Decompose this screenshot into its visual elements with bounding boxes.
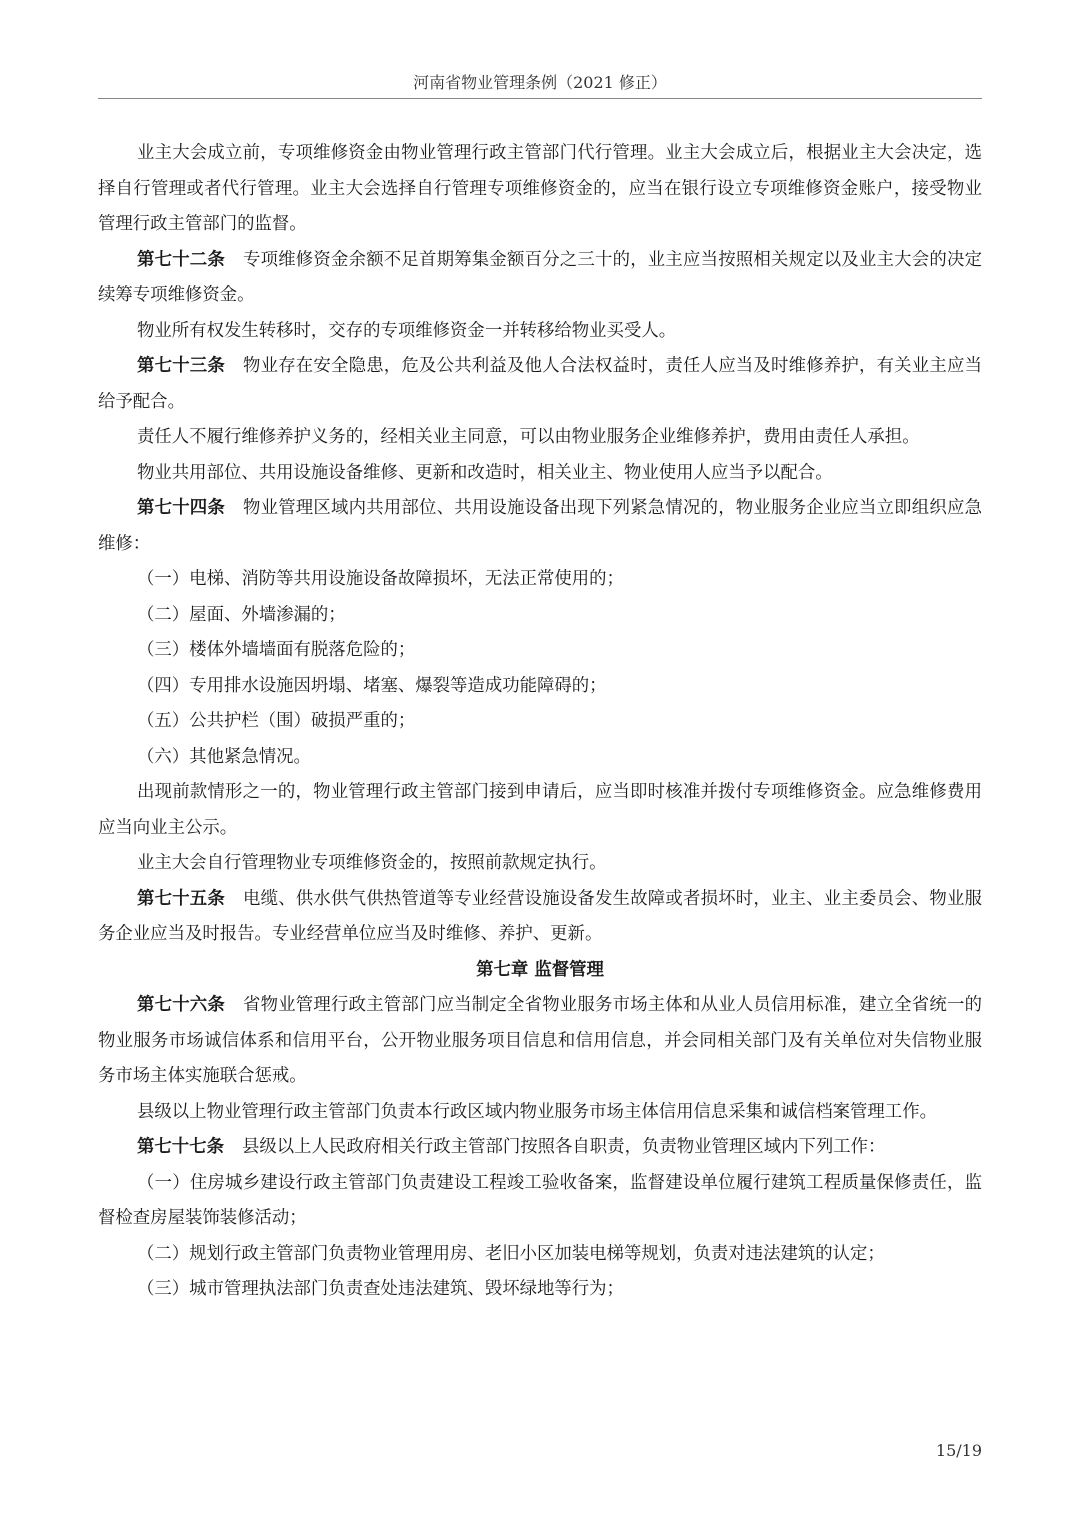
paragraph-ownership-transfer: 物业所有权发生转移时，交存的专项维修资金一并转移给物业买受人。 bbox=[137, 320, 677, 341]
article-76-title: 第七十六条 bbox=[137, 995, 225, 1015]
paragraph-credit-records: 县级以上物业管理行政主管部门负责本行政区域内物业服务市场主体信用信息采集和诚信档案管理工作。 bbox=[137, 1101, 937, 1122]
article-72-title: 第七十二条 bbox=[137, 249, 225, 270]
header-divider bbox=[98, 98, 982, 99]
article-73-title: 第七十三条 bbox=[137, 356, 225, 376]
article-74-item: （六）其他紧急情况。 bbox=[137, 746, 311, 767]
paragraph-responsible-party: 责任人不履行维修养护义务的，经相关业主同意，可以由物业服务企业维修养护，费用由责任人承担。 bbox=[137, 427, 920, 447]
article-75-title: 第七十五条 bbox=[137, 888, 225, 909]
article-72-text: 专项维修资金余额不足首期筹集金额百分之三十的，业主应当按照相关规定以及业主大会的决定续筹专项维修资金。 bbox=[98, 249, 982, 305]
paragraph-shared-facilities: 物业共用部位、共用设施设备维修、更新和改造时，相关业主、物业使用人应当予以配合。 bbox=[137, 462, 833, 483]
article-76-text: 省物业管理行政主管部门应当制定全省物业服务市场主体和从业人员信用标准，建立全省统一的物业服务市场诚信体系和信用平台，公开物业服务项目信息和信用信息，并会同相关部门及有关单位对失信物业服务市场主体实施联合惩戒。 bbox=[98, 995, 982, 1086]
article-76 bbox=[98, 988, 982, 1095]
article-77-item: （一）住房城乡建设行政主管部门负责建设工程竣工验收备案，监督建设单位履行建筑工程质量保修责任，监督检查房屋装饰装修活动； bbox=[98, 1172, 982, 1228]
article-74-item: （五）公共护栏（围）破损严重的； bbox=[137, 711, 416, 731]
document-body bbox=[98, 136, 982, 1308]
article-77-text: 县级以上人民政府相关行政主管部门按照各自职责，负责物业管理区域内下列工作： bbox=[241, 1137, 886, 1157]
article-73-text: 物业存在安全隐患，危及公共利益及他人合法权益时，责任人应当及时维修养护，有关业主应当给予配合。 bbox=[98, 356, 982, 412]
article-73 bbox=[98, 349, 982, 420]
article-74-item: （四）专用排水设施因坍塌、堵塞、爆裂等造成功能障碍的； bbox=[137, 675, 607, 696]
page-header-title: 河南省物业管理条例（2021 修正） bbox=[413, 73, 667, 92]
paragraph-emergency-approval: 出现前款情形之一的，物业管理行政主管部门接到申请后，应当即时核准并拨付专项维修资金。应急维修费用应当向业主公示。 bbox=[98, 782, 982, 838]
article-74-text: 物业管理区域内共用部位、共用设施设备出现下列紧急情况的，物业服务企业应当立即组织应急维修： bbox=[98, 498, 982, 554]
article-75-text: 电缆、供水供气供热管道等专业经营设施设备发生故障或者损坏时，业主、业主委员会、物业服务企业应当及时报告。专业经营单位应当及时维修、养护、更新。 bbox=[98, 888, 982, 944]
chapter-heading: 第七章 监督管理 bbox=[476, 959, 604, 980]
article-74-item: （三）楼体外墙墙面有脱落危险的； bbox=[137, 640, 416, 660]
article-77 bbox=[98, 1130, 982, 1166]
paragraph-self-management: 业主大会自行管理物业专项维修资金的，按照前款规定执行。 bbox=[137, 853, 607, 873]
article-74-title: 第七十四条 bbox=[137, 498, 225, 518]
article-74 bbox=[98, 491, 982, 562]
article-72 bbox=[98, 243, 982, 314]
article-77-item: （三）城市管理执法部门负责查处违法建筑、毁坏绿地等行为； bbox=[137, 1279, 624, 1299]
article-77-item: （二）规划行政主管部门负责物业管理用房、老旧小区加装电梯等规划，负责对违法建筑的认定； bbox=[137, 1243, 885, 1264]
article-74-item: （一）电梯、消防等共用设施设备故障损坏，无法正常使用的； bbox=[137, 569, 624, 589]
page-number: 15/19 bbox=[935, 1441, 982, 1460]
article-74-item: （二）屋面、外墙渗漏的； bbox=[137, 604, 346, 625]
paragraph-maintenance-fund-before-assembly: 业主大会成立前，专项维修资金由物业管理行政主管部门代行管理。业主大会成立后，根据业主大会决定，选择自行管理或者代行管理。业主大会选择自行管理专项维修资金的，应当在银行设立专项维修资金账户，接受物业管理行政主管部门的监督。 bbox=[98, 143, 982, 234]
article-77-title: 第七十七条 bbox=[137, 1137, 224, 1157]
article-75 bbox=[98, 882, 982, 953]
